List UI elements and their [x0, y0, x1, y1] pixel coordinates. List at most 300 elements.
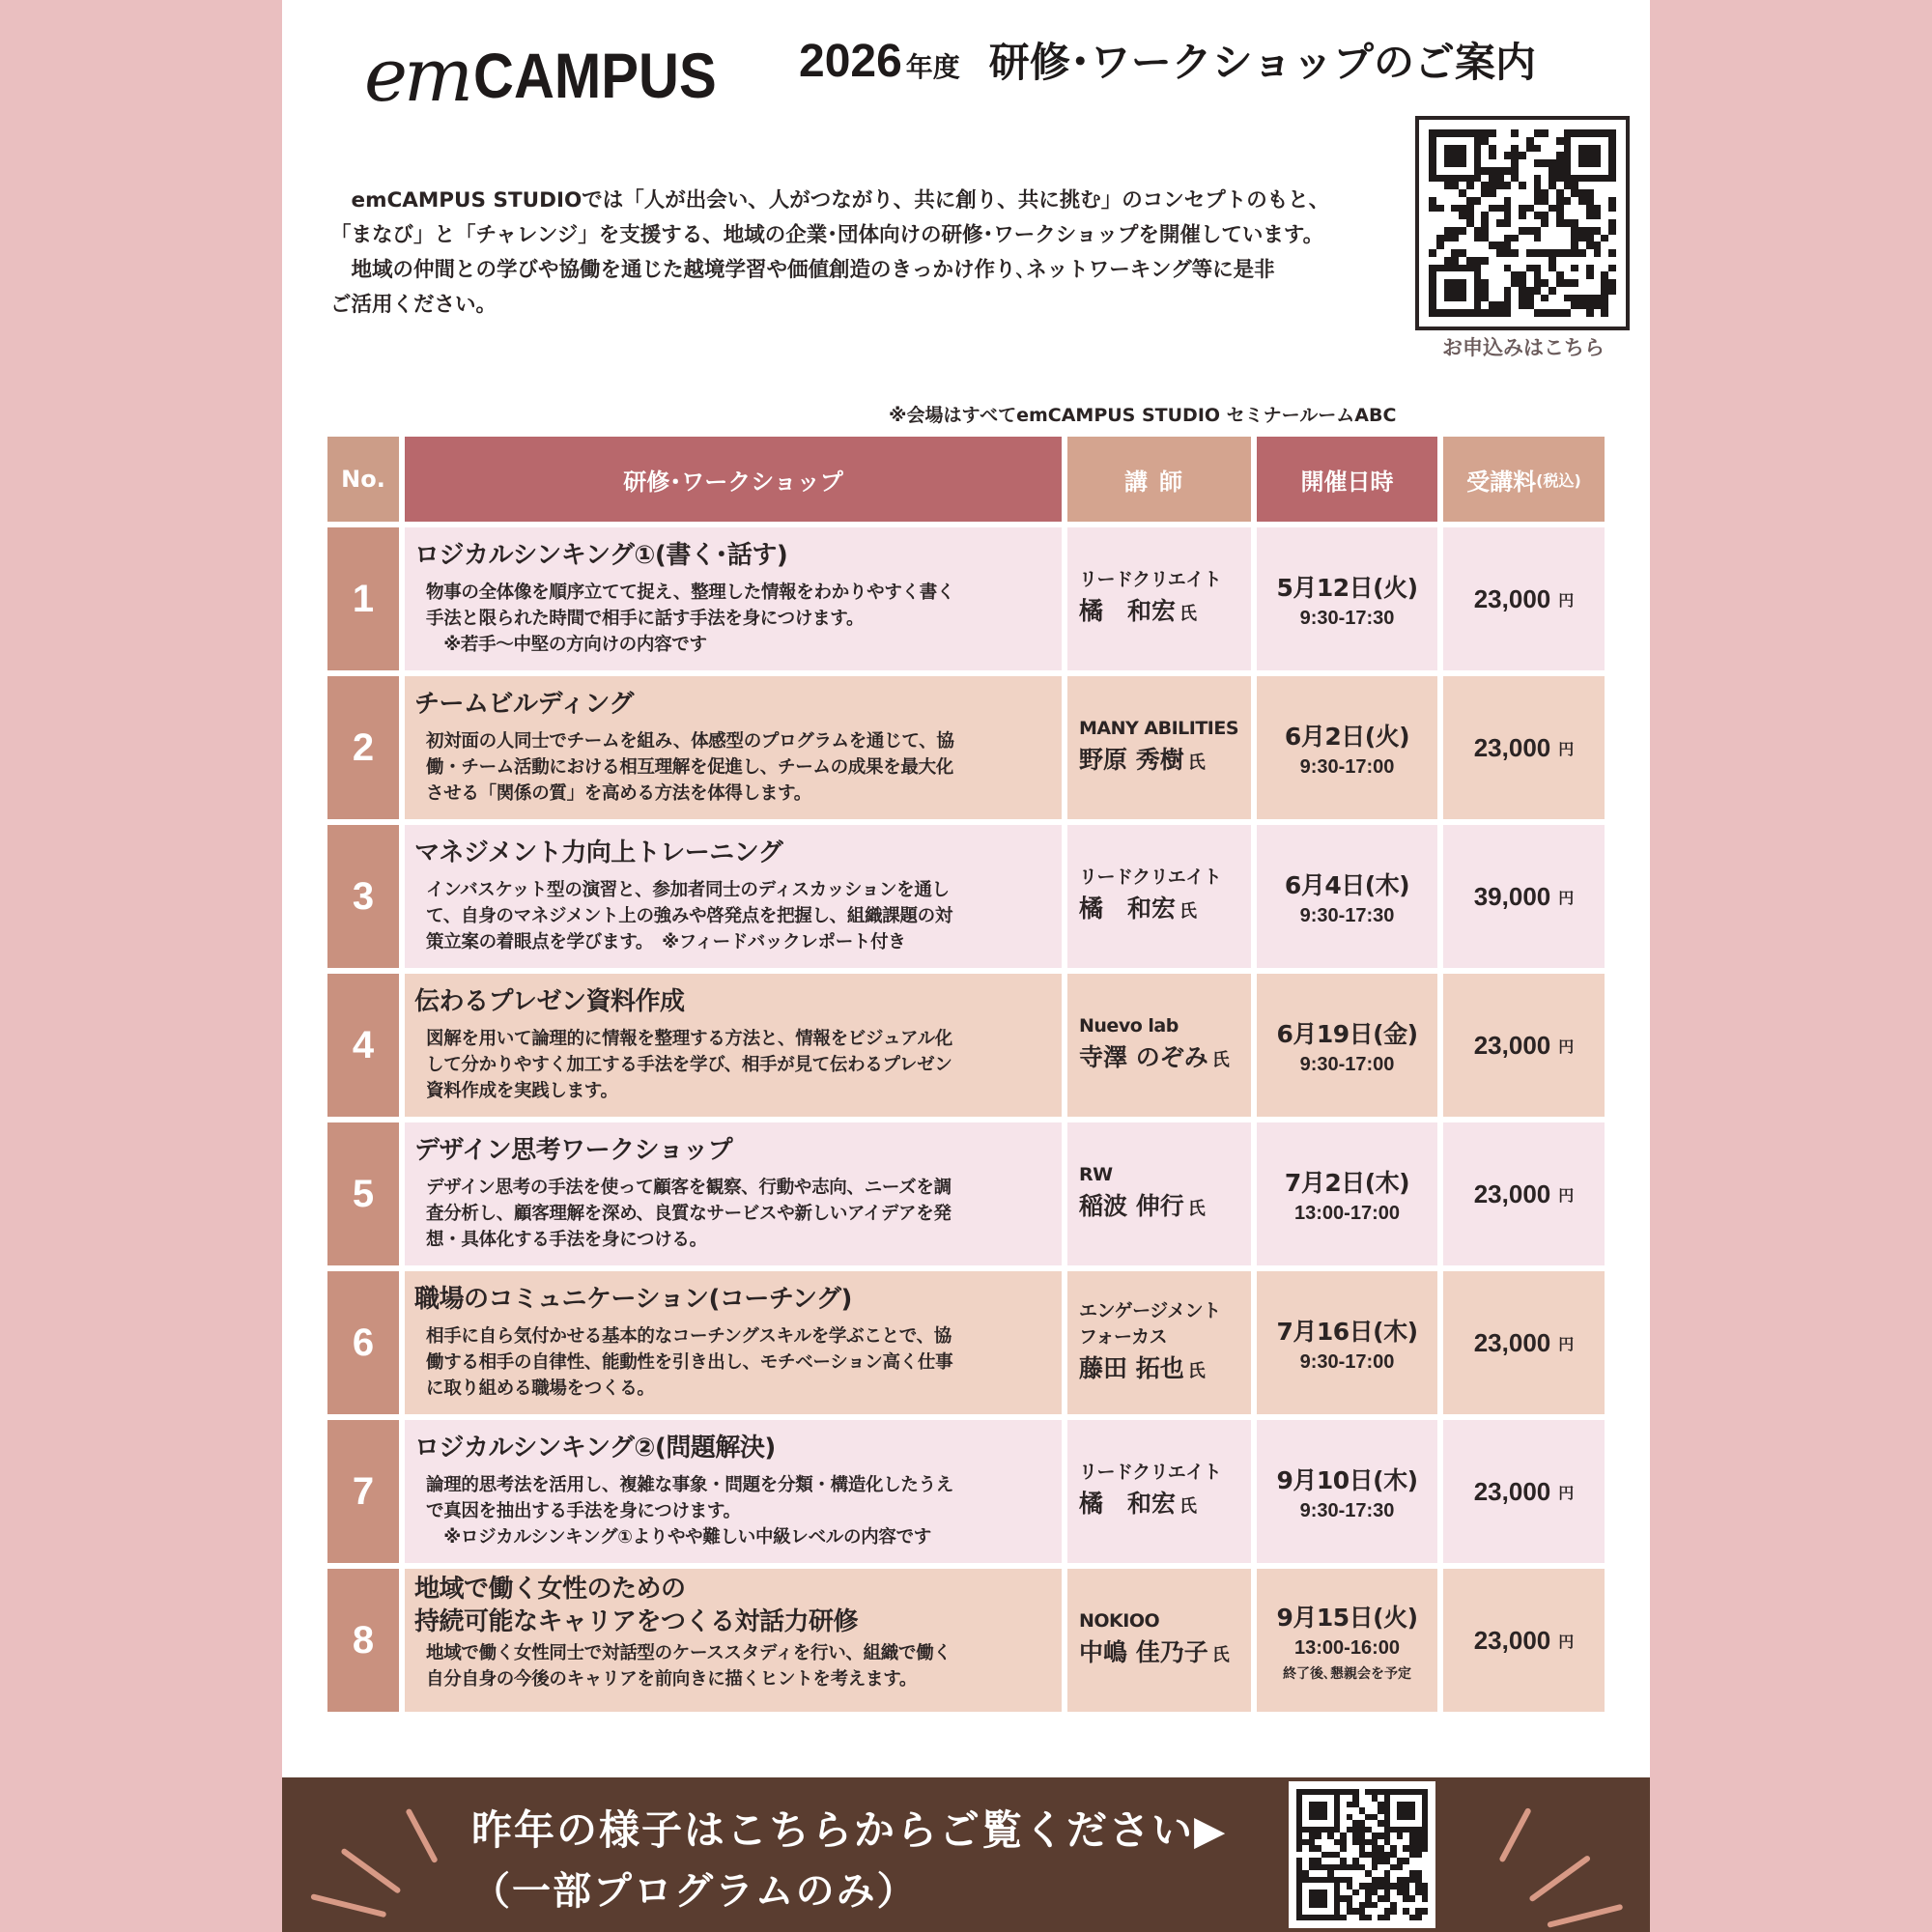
qr-module: [1436, 189, 1444, 197]
workshop-description: [414, 1175, 1050, 1253]
qr-module: [1526, 287, 1534, 295]
workshop-description-line: 初対面の人同士でチームを組み、体感型のプログラムを通じて、協: [426, 731, 954, 752]
qr-module: [1571, 175, 1578, 183]
event-date: 6月4日(木): [1284, 870, 1410, 899]
qr-module: [1474, 249, 1482, 257]
lecturer-name-line: [1079, 1190, 1243, 1226]
qr-module: [1556, 295, 1564, 302]
qr-module: [1474, 219, 1482, 227]
qr-module: [1436, 182, 1444, 189]
qr-module: [1578, 152, 1586, 159]
qr-module: [1548, 235, 1556, 242]
table-row: [327, 1122, 1605, 1265]
qr-module: [1601, 227, 1608, 235]
qr-module: [1436, 137, 1444, 145]
qr-module: [1466, 257, 1474, 265]
qr-module: [1571, 189, 1578, 197]
qr-module: [1608, 271, 1616, 279]
qr-module: [1496, 189, 1504, 197]
decorative-ray: [310, 1893, 386, 1918]
qr-module: [1459, 197, 1466, 205]
qr-module: [1474, 145, 1482, 153]
qr-code-pattern: [1429, 129, 1616, 317]
qr-module: [1474, 175, 1482, 183]
qr-module: [1556, 182, 1564, 189]
lecturer-name-line: [1079, 595, 1243, 631]
row-number: 5: [327, 1122, 399, 1265]
qr-module: [1519, 279, 1526, 287]
qr-module: [1436, 265, 1444, 272]
qr-module: [1474, 265, 1482, 272]
workshop-cell: [405, 825, 1062, 968]
qr-module: [1586, 197, 1594, 205]
qr-module: [1541, 205, 1548, 213]
lecturer-honorific: 氏: [1187, 1199, 1206, 1219]
qr-module: [1466, 235, 1474, 242]
qr-module: [1504, 159, 1512, 167]
qr-module: [1534, 175, 1542, 183]
qr-module: [1451, 175, 1459, 183]
qr-module: [1586, 279, 1594, 287]
qr-module: [1511, 205, 1519, 213]
lecturer-organization: Nuevo lab: [1079, 1015, 1179, 1037]
decorative-ray: [340, 1848, 401, 1894]
qr-module: [1564, 152, 1572, 159]
qr-module: [1519, 152, 1526, 159]
qr-module: [1541, 152, 1548, 159]
qr-module: [1601, 295, 1608, 302]
qr-module: [1594, 295, 1602, 302]
qr-module: [1526, 309, 1534, 317]
qr-module: [1601, 265, 1608, 272]
qr-module: [1451, 279, 1459, 287]
qr-module: [1496, 249, 1504, 257]
qr-module: [1571, 227, 1578, 235]
qr-module: [1578, 227, 1586, 235]
qr-module: [1571, 235, 1578, 242]
qr-module: [1459, 129, 1466, 137]
qr-module: [1436, 175, 1444, 183]
intro-line: 「まなび」と「チャレンジ」を支援する、地域の企業･団体向けの研修･ワークショップを開催しています。: [330, 223, 1324, 247]
qr-module: [1556, 287, 1564, 295]
qr-module: [1444, 167, 1452, 175]
qr-module: [1608, 189, 1616, 197]
qr-module: [1466, 295, 1474, 302]
qr-module: [1511, 175, 1519, 183]
qr-module: [1608, 279, 1616, 287]
qr-module: [1436, 235, 1444, 242]
qr-module: [1526, 265, 1534, 272]
event-time: 9:30-17:30: [1299, 607, 1395, 629]
qr-module: [1601, 189, 1608, 197]
qr-module: [1489, 265, 1496, 272]
page-header: [364, 17, 1562, 118]
qr-module: [1601, 137, 1608, 145]
qr-caption: お申込みはこちら: [1442, 336, 1605, 359]
lecturer-honorific: 氏: [1179, 604, 1198, 624]
qr-module: [1459, 235, 1466, 242]
qr-module: [1511, 129, 1519, 137]
qr-module: [1496, 235, 1504, 242]
qr-module: [1526, 182, 1534, 189]
qr-module: [1541, 167, 1548, 175]
row-number: 6: [327, 1271, 399, 1414]
qr-module: [1571, 271, 1578, 279]
fee-unit: 円: [1558, 739, 1575, 758]
qr-module: [1444, 189, 1452, 197]
qr-module: [1571, 152, 1578, 159]
table-row: [327, 825, 1605, 968]
qr-module: [1571, 265, 1578, 272]
qr-module: [1429, 182, 1436, 189]
qr-module: [1481, 159, 1489, 167]
qr-module: [1586, 265, 1594, 272]
qr-module: [1459, 279, 1466, 287]
qr-module: [1519, 159, 1526, 167]
qr-module: [1556, 137, 1564, 145]
qr-module: [1541, 227, 1548, 235]
fee-amount: 23,000: [1473, 1625, 1551, 1655]
qr-module: [1436, 219, 1444, 227]
qr-module: [1466, 159, 1474, 167]
qr-module: [1608, 287, 1616, 295]
workshop-title: チームビルディング: [414, 690, 634, 719]
qr-module: [1451, 287, 1459, 295]
qr-module: [1564, 271, 1572, 279]
qr-module: [1444, 265, 1452, 272]
workshop-description-line: デザイン思考の手法を使って顧客を観察、行動や志向、ニーズを調: [426, 1178, 952, 1198]
lecturer-name-line: [1079, 1488, 1243, 1523]
qr-module: [1586, 182, 1594, 189]
qr-module: [1511, 309, 1519, 317]
qr-module: [1496, 129, 1504, 137]
qr-module: [1496, 301, 1504, 309]
qr-module: [1459, 175, 1466, 183]
qr-module: [1496, 159, 1504, 167]
fee-amount: 23,000: [1473, 1030, 1551, 1060]
qr-module: [1541, 189, 1548, 197]
qr-module: [1436, 197, 1444, 205]
qr-module: [1578, 279, 1586, 287]
qr-module: [1564, 145, 1572, 153]
lecturer-name-line: [1079, 1352, 1243, 1388]
qr-module: [1511, 265, 1519, 272]
qr-module: [1541, 301, 1548, 309]
qr-module: [1594, 197, 1602, 205]
qr-module: [1594, 129, 1602, 137]
event-date: 7月16日(木): [1276, 1317, 1418, 1346]
qr-module: [1548, 279, 1556, 287]
qr-module: [1444, 295, 1452, 302]
qr-module: [1444, 145, 1452, 153]
qr-module: [1481, 301, 1489, 309]
qr-module: [1564, 301, 1572, 309]
last-year-qr-code[interactable]: [1289, 1781, 1435, 1928]
qr-module: [1526, 295, 1534, 302]
row-number: 4: [327, 974, 399, 1117]
qr-module: [1534, 279, 1542, 287]
workshop-description-line: 査分析し、顧客理解を深め、良質なサービスや新しいアイデアを発: [426, 1204, 952, 1224]
workshop-cell: [405, 676, 1062, 819]
qr-module: [1466, 197, 1474, 205]
qr-module: [1548, 145, 1556, 153]
qr-module: [1511, 257, 1519, 265]
fee-cell: [1443, 825, 1605, 968]
qr-module: [1534, 129, 1542, 137]
qr-module: [1466, 129, 1474, 137]
qr-module: [1548, 137, 1556, 145]
qr-module: [1466, 265, 1474, 272]
qr-module: [1422, 1915, 1428, 1920]
lecturer-organization: エンゲージメント フォーカス: [1079, 1299, 1221, 1348]
qr-module: [1548, 205, 1556, 213]
qr-module: [1594, 249, 1602, 257]
table-row: [327, 974, 1605, 1117]
qr-module: [1504, 279, 1512, 287]
qr-module: [1451, 129, 1459, 137]
qr-module: [1444, 159, 1452, 167]
qr-module: [1489, 189, 1496, 197]
qr-module: [1594, 145, 1602, 153]
fee-amount: 23,000: [1473, 732, 1551, 762]
qr-module: [1594, 137, 1602, 145]
qr-module: [1578, 137, 1586, 145]
qr-module: [1444, 301, 1452, 309]
workshop-title: 地域で働く女性のための 持続可能なキャリアをつくる対話力研修: [414, 1575, 859, 1636]
lecturer-honorific: 氏: [1179, 1496, 1198, 1517]
qr-module: [1586, 219, 1594, 227]
lecturer-honorific: 氏: [1187, 753, 1206, 773]
qr-module: [1459, 152, 1466, 159]
qr-module: [1601, 167, 1608, 175]
qr-module: [1429, 279, 1436, 287]
qr-module: [1548, 301, 1556, 309]
qr-module: [1541, 145, 1548, 153]
qr-module: [1459, 242, 1466, 249]
application-qr-code[interactable]: [1415, 116, 1630, 330]
qr-module: [1578, 189, 1586, 197]
qr-module: [1608, 265, 1616, 272]
qr-module: [1601, 242, 1608, 249]
qr-module: [1466, 137, 1474, 145]
workshop-description-line: 策立案の着眼点を学びます。 ※フィードバックレポート付き: [426, 932, 906, 952]
qr-module: [1489, 159, 1496, 167]
qr-module: [1556, 227, 1564, 235]
qr-module: [1586, 189, 1594, 197]
qr-module: [1564, 227, 1572, 235]
qr-module: [1429, 212, 1436, 219]
qr-module: [1519, 227, 1526, 235]
qr-module: [1444, 287, 1452, 295]
workshop-table: [327, 437, 1605, 1718]
lecturer-name: 橘 和宏: [1079, 1490, 1177, 1518]
workshop-description: [414, 1472, 1050, 1550]
table-row: [327, 1271, 1605, 1414]
qr-module: [1504, 295, 1512, 302]
decorative-ray: [1547, 1904, 1623, 1928]
qr-module: [1534, 265, 1542, 272]
qr-module: [1489, 257, 1496, 265]
qr-module: [1564, 295, 1572, 302]
qr-module: [1436, 301, 1444, 309]
qr-module: [1608, 249, 1616, 257]
qr-module: [1534, 287, 1542, 295]
row-number: 2: [327, 676, 399, 819]
qr-module: [1594, 227, 1602, 235]
qr-module: [1519, 167, 1526, 175]
workshop-cell: [405, 1420, 1062, 1563]
qr-module: [1571, 129, 1578, 137]
qr-module: [1571, 137, 1578, 145]
qr-module: [1451, 159, 1459, 167]
qr-module: [1594, 212, 1602, 219]
qr-module: [1466, 182, 1474, 189]
qr-module: [1548, 182, 1556, 189]
qr-module: [1466, 279, 1474, 287]
qr-module: [1519, 145, 1526, 153]
event-time: 9:30-17:30: [1299, 904, 1395, 926]
qr-module: [1481, 242, 1489, 249]
event-date: 7月2日(木): [1284, 1168, 1410, 1197]
qr-module: [1519, 265, 1526, 272]
qr-module: [1451, 152, 1459, 159]
qr-module: [1436, 227, 1444, 235]
qr-module: [1608, 301, 1616, 309]
qr-module: [1496, 309, 1504, 317]
qr-module: [1526, 271, 1534, 279]
header-fee-tax: (税込): [1536, 470, 1581, 490]
lecturer-name: 橘 和宏: [1079, 597, 1177, 625]
qr-module: [1444, 129, 1452, 137]
qr-module: [1594, 152, 1602, 159]
qr-module: [1556, 212, 1564, 219]
workshop-description: [414, 580, 1050, 658]
workshop-cell: [405, 974, 1062, 1117]
qr-module: [1556, 271, 1564, 279]
qr-module: [1459, 301, 1466, 309]
qr-module: [1429, 301, 1436, 309]
workshop-cell: [405, 1569, 1062, 1712]
qr-module: [1578, 242, 1586, 249]
table-header: [327, 437, 1605, 522]
qr-module: [1496, 242, 1504, 249]
qr-module: [1541, 309, 1548, 317]
event-date: 5月12日(火): [1276, 573, 1418, 602]
qr-module: [1608, 129, 1616, 137]
qr-module: [1489, 309, 1496, 317]
qr-module: [1601, 212, 1608, 219]
qr-module: [1519, 287, 1526, 295]
qr-module: [1496, 197, 1504, 205]
qr-module: [1526, 279, 1534, 287]
qr-module: [1564, 197, 1572, 205]
qr-module: [1548, 197, 1556, 205]
qr-module: [1496, 205, 1504, 213]
lecturer-cell: [1067, 974, 1251, 1117]
qr-module: [1444, 309, 1452, 317]
qr-module: [1474, 227, 1482, 235]
qr-module: [1504, 235, 1512, 242]
qr-module: [1578, 129, 1586, 137]
qr-module: [1429, 167, 1436, 175]
qr-module: [1489, 175, 1496, 183]
qr-module: [1466, 212, 1474, 219]
qr-module: [1601, 175, 1608, 183]
qr-module: [1451, 182, 1459, 189]
table-row: [327, 676, 1605, 819]
qr-module: [1526, 167, 1534, 175]
qr-module: [1608, 242, 1616, 249]
qr-module: [1526, 197, 1534, 205]
qr-module: [1489, 167, 1496, 175]
qr-module: [1444, 249, 1452, 257]
qr-module: [1511, 235, 1519, 242]
qr-module: [1601, 235, 1608, 242]
qr-module: [1556, 205, 1564, 213]
qr-module: [1429, 227, 1436, 235]
qr-module: [1459, 212, 1466, 219]
workshop-cell: [405, 1271, 1062, 1414]
qr-module: [1436, 309, 1444, 317]
qr-module: [1459, 219, 1466, 227]
qr-module: [1519, 301, 1526, 309]
workshop-description-line: 物事の全体像を順序立てて捉え、整理した情報をわかりやすく書く: [426, 582, 955, 603]
qr-module: [1451, 235, 1459, 242]
intro-line: emCAMPUS STUDIOでは「人が出会い、人がつながり、共に創り、共に挑む」のコンセプトのもと、: [330, 188, 1330, 213]
qr-module: [1429, 152, 1436, 159]
qr-module: [1519, 205, 1526, 213]
qr-module: [1594, 279, 1602, 287]
qr-module: [1511, 271, 1519, 279]
qr-module: [1451, 197, 1459, 205]
lecturer-cell: [1067, 1122, 1251, 1265]
qr-module: [1444, 242, 1452, 249]
qr-module: [1511, 152, 1519, 159]
event-date: 6月19日(金): [1276, 1019, 1418, 1048]
header-lecturer: 講師: [1067, 437, 1251, 522]
qr-module: [1578, 182, 1586, 189]
lecturer-name: 野原 秀樹: [1079, 746, 1184, 774]
footer-cta-note: （一部プログラムのみ）: [471, 1869, 918, 1914]
qr-module: [1519, 137, 1526, 145]
qr-module: [1519, 235, 1526, 242]
qr-module: [1578, 167, 1586, 175]
lecturer-organization: リードクリエイト: [1079, 1462, 1222, 1483]
decorative-ray: [1528, 1855, 1591, 1903]
qr-module: [1564, 249, 1572, 257]
qr-module: [1608, 167, 1616, 175]
event-time: 13:00-17:00: [1294, 1202, 1400, 1224]
fee-unit: 円: [1558, 1632, 1575, 1651]
qr-module: [1534, 227, 1542, 235]
qr-module: [1429, 265, 1436, 272]
qr-module: [1451, 295, 1459, 302]
footer-banner: [282, 1777, 1650, 1932]
qr-module: [1586, 212, 1594, 219]
qr-module: [1459, 205, 1466, 213]
qr-module: [1474, 152, 1482, 159]
qr-module: [1564, 309, 1572, 317]
qr-module: [1436, 279, 1444, 287]
qr-module: [1481, 189, 1489, 197]
qr-module: [1436, 295, 1444, 302]
qr-module: [1466, 301, 1474, 309]
qr-module: [1504, 152, 1512, 159]
qr-module: [1564, 212, 1572, 219]
qr-module: [1496, 295, 1504, 302]
qr-module: [1481, 197, 1489, 205]
lecturer-honorific: 氏: [1179, 901, 1198, 922]
